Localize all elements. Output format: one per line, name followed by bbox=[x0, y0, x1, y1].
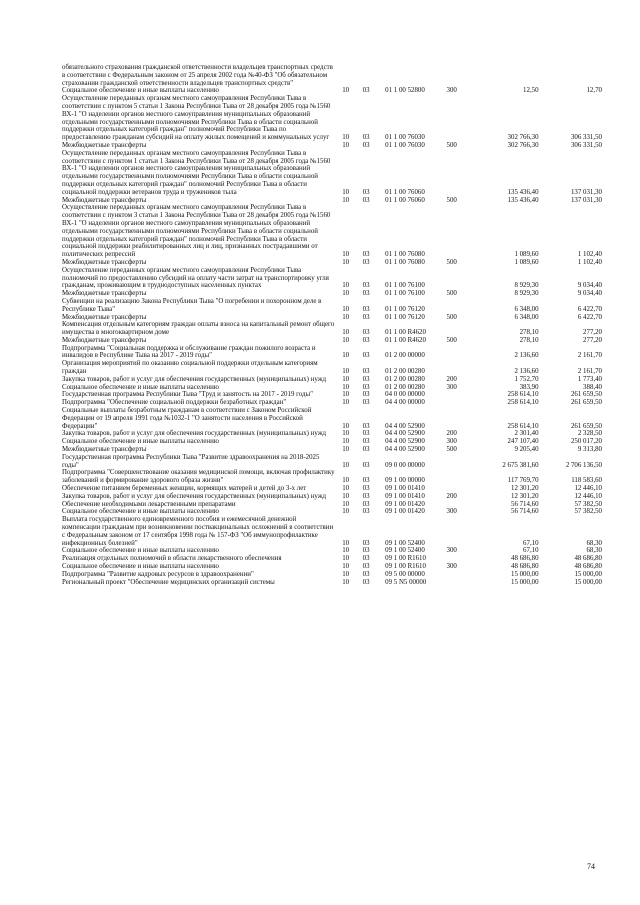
amount-year-2: 306 331,50 bbox=[570, 141, 602, 149]
target-article-code: 01 2 00 00280 bbox=[385, 383, 425, 391]
target-article-code: 04 4 00 52900 bbox=[385, 446, 425, 454]
amount-year-1: 2 301,40 bbox=[514, 430, 539, 438]
amount-year-1: 56 714,60 bbox=[511, 508, 539, 516]
amount-year-1: 135 436,40 bbox=[507, 188, 539, 196]
row-name: Компенсация отдельным категориям граждан оплаты взноса на капитальный ремонт общего имущества в многоквартирном доме bbox=[62, 321, 335, 337]
amount-year-2: 57 382,50 bbox=[574, 500, 602, 508]
expense-type-code bbox=[447, 516, 476, 547]
amount-year-1: 383,90 bbox=[519, 383, 539, 391]
amount-year-2: 261 659,50 bbox=[570, 391, 602, 399]
table-row bbox=[62, 579, 602, 587]
target-article-code: 09 1 00 52400 bbox=[385, 539, 425, 547]
expense-type-code: 200 bbox=[446, 375, 457, 383]
amount-year-1: 302 766,30 bbox=[507, 134, 539, 142]
row-name: Социальное обеспечение и иные выплаты населению bbox=[62, 383, 219, 391]
row-name: Организация мероприятий по оказанию социальной поддержки отдельным категориям граждан bbox=[62, 360, 318, 376]
amount-year-2: 12 446,10 bbox=[574, 492, 602, 500]
target-article-code: 01 1 00 R4620 bbox=[385, 329, 426, 337]
section-code: 10 bbox=[342, 383, 350, 391]
amount-year-1: 56 714,60 bbox=[511, 500, 539, 508]
section-code: 10 bbox=[342, 352, 350, 360]
section-code: 10 bbox=[342, 563, 350, 570]
table-row bbox=[62, 438, 602, 446]
amount-year-1: 8 929,30 bbox=[514, 290, 539, 298]
expense-type-code: 500 bbox=[446, 290, 457, 298]
section-code: 10 bbox=[342, 87, 350, 95]
amount-year-2: 137 031,30 bbox=[570, 196, 602, 204]
amount-year-2: 261 659,50 bbox=[570, 399, 602, 407]
row-name: Выплата государственного единовременного пособия и ежемесячной денежной компенсации гражданам при возникновении поствакцинальных осложнений в соответствии с Федеральным законом от 17 сентября 1998 года № 157-ФЗ "Об иммунопрофилактике инфекционных болезней" bbox=[62, 516, 334, 547]
table-row bbox=[62, 290, 602, 298]
expense-type-code bbox=[447, 321, 476, 337]
table-row bbox=[62, 407, 602, 430]
table-row bbox=[62, 197, 602, 205]
table-row bbox=[62, 321, 602, 337]
subsection-code bbox=[363, 64, 386, 87]
expense-type-code bbox=[447, 399, 476, 407]
section-code bbox=[342, 64, 362, 87]
subsection-code: 03 bbox=[362, 430, 370, 438]
table-row bbox=[62, 399, 602, 407]
target-article-code: 01 1 00 76060 bbox=[385, 188, 425, 196]
amount-year-1: 1 089,60 bbox=[514, 251, 539, 259]
table-row bbox=[62, 563, 602, 571]
amount-year-2: 68,30 bbox=[586, 539, 602, 547]
row-name: Осуществление переданных органам местного самоуправления Республики Тыва в соответствии с пунктом 1 статьи 1 Закона Республики Тыва от 28 декабря 2005 года №1560 ВХ-1 "О наделении органов местного самоуправления муниципальных образований отдельными государственными полномочиями Республики Тыва в области социальной поддержки отдельных категорий граждан" полномочий Республики Тыва в области социальной поддержки ветеранов труда и тружеников тыла bbox=[62, 149, 331, 196]
expense-type-code bbox=[447, 407, 476, 430]
amount-year-1 bbox=[475, 64, 538, 87]
subsection-code: 03 bbox=[362, 196, 370, 204]
subsection-code: 03 bbox=[362, 383, 370, 391]
target-article-code: 04 4 00 00000 bbox=[385, 399, 425, 407]
expense-type-code bbox=[447, 64, 476, 87]
amount-year-2: 2 706 136,50 bbox=[565, 461, 602, 469]
amount-year-1: 302 766,30 bbox=[507, 141, 539, 149]
row-name: Межбюджетные трансферты bbox=[62, 141, 147, 149]
table-row bbox=[62, 337, 602, 345]
target-article-code: 01 1 00 76080 bbox=[385, 251, 425, 259]
target-article-code: 04 4 00 52900 bbox=[385, 422, 425, 430]
expense-type-code: 300 bbox=[446, 508, 457, 516]
amount-year-2: 306 331,50 bbox=[570, 134, 602, 142]
table-row bbox=[62, 555, 602, 563]
table-row bbox=[62, 95, 602, 142]
row-name: Региональный проект "Обеспечение медицинских организаций системы bbox=[62, 578, 275, 586]
section-code: 10 bbox=[342, 391, 350, 399]
section-code: 10 bbox=[342, 430, 350, 438]
row-name: Социальное обеспечение и иные выплаты населению bbox=[62, 508, 219, 516]
section-code: 10 bbox=[342, 290, 350, 298]
amount-year-2: 68,30 bbox=[586, 547, 602, 555]
amount-year-1: 117 769,70 bbox=[507, 477, 539, 485]
section-code: 10 bbox=[342, 461, 350, 469]
target-article-code: 09 1 00 R1610 bbox=[385, 563, 426, 570]
row-name: Закупка товаров, работ и услуг для обеспечения государственных (муниципальных) нужд bbox=[62, 430, 326, 438]
expense-type-code bbox=[447, 360, 476, 376]
subsection-code: 03 bbox=[362, 282, 370, 290]
row-name: Межбюджетные трансферты bbox=[62, 196, 147, 204]
subsection-code: 03 bbox=[362, 422, 370, 430]
table-row bbox=[62, 454, 602, 470]
target-article-code: 09 0 00 00000 bbox=[385, 461, 425, 469]
row-name: Межбюджетные трансферты bbox=[62, 258, 147, 266]
subsection-code: 03 bbox=[362, 578, 370, 586]
amount-year-2: 57 382,50 bbox=[574, 508, 602, 516]
section-code: 10 bbox=[342, 196, 350, 204]
amount-year-1: 2 136,60 bbox=[514, 368, 539, 376]
subsection-code: 03 bbox=[362, 290, 370, 298]
amount-year-1: 15 000,00 bbox=[511, 570, 539, 578]
table-row bbox=[62, 384, 602, 392]
amount-year-1: 12 301,20 bbox=[511, 492, 539, 500]
amount-year-1: 258 614,10 bbox=[507, 422, 539, 430]
subsection-code: 03 bbox=[362, 251, 370, 259]
amount-year-2: 6 422,70 bbox=[577, 305, 602, 313]
section-code: 10 bbox=[342, 305, 350, 313]
expense-type-code: 500 bbox=[446, 141, 457, 149]
expense-type-code: 300 bbox=[446, 547, 457, 555]
table-row bbox=[62, 298, 602, 314]
section-code: 10 bbox=[342, 500, 350, 508]
table-row bbox=[62, 516, 602, 547]
row-name: Обеспечение необходимыми лекарственными препаратами bbox=[62, 500, 236, 508]
row-name: Осуществление переданных органам местного самоуправления Республики Тыва в соответствии с пунктом 5 статьи 1 Закона Республики Тыва от 28 декабря 2005 года №1560 ВХ-1 "О наделении органов местного самоуправления муниципальных образований отдельными государственными полномочиями Республики Тыва в области социальной поддержки отдельных категорий граждан" полномочий Республики Тыва по предоставлению гражданам субсидий на оплату жилых помещений и коммунальных услуг bbox=[62, 95, 331, 142]
row-name: Закупка товаров, работ и услуг для обеспечения государственных (муниципальных) нужд bbox=[62, 492, 326, 500]
amount-year-2: 1 773,40 bbox=[577, 375, 602, 383]
target-article-code: 04 4 00 52900 bbox=[385, 438, 425, 446]
section-code: 10 bbox=[342, 422, 350, 430]
amount-year-2: 2 328,50 bbox=[577, 430, 602, 438]
row-name: Субвенции на реализацию Закона Республики Тыва "О погребении и похоронном деле в Республике Тыва" bbox=[62, 297, 322, 313]
amount-year-2: 48 686,80 bbox=[574, 563, 602, 570]
target-article-code: 01 1 00 52800 bbox=[385, 87, 425, 95]
section-code: 10 bbox=[342, 141, 350, 149]
expense-type-code bbox=[447, 469, 476, 485]
subsection-code: 03 bbox=[362, 492, 370, 500]
target-article-code: 01 1 00 76030 bbox=[385, 141, 425, 149]
expense-type-code: 500 bbox=[446, 258, 457, 266]
target-article-code: 01 2 00 00280 bbox=[385, 375, 425, 383]
amount-year-2: 48 686,80 bbox=[574, 555, 602, 563]
section-code: 10 bbox=[342, 313, 350, 321]
row-name: Социальное обеспечение и иные выплаты населению bbox=[62, 87, 219, 95]
target-article-code: 01 1 00 76030 bbox=[385, 134, 425, 142]
amount-year-1: 67,10 bbox=[523, 547, 539, 555]
amount-year-1: 6 348,00 bbox=[514, 313, 539, 321]
target-article-code: 09 1 00 01410 bbox=[385, 485, 425, 493]
table-row bbox=[62, 446, 602, 454]
table-row bbox=[62, 376, 602, 384]
table-row bbox=[62, 501, 602, 509]
table-row bbox=[62, 87, 602, 95]
target-article-code: 01 2 00 00280 bbox=[385, 368, 425, 376]
expense-type-code: 200 bbox=[446, 492, 457, 500]
expense-type-code bbox=[447, 345, 476, 361]
expense-type-code bbox=[447, 298, 476, 314]
target-article-code: 01 2 00 00000 bbox=[385, 352, 425, 360]
subsection-code: 03 bbox=[362, 336, 370, 344]
target-article-code: 01 1 00 76120 bbox=[385, 313, 425, 321]
expense-type-code: 500 bbox=[446, 446, 457, 454]
section-code: 10 bbox=[342, 368, 350, 376]
amount-year-2: 12,70 bbox=[586, 87, 602, 95]
section-code: 10 bbox=[342, 282, 350, 290]
amount-year-1: 278,10 bbox=[519, 336, 539, 344]
subsection-code: 03 bbox=[362, 555, 370, 563]
subsection-code: 03 bbox=[362, 141, 370, 149]
target-article-code: 01 1 00 76100 bbox=[385, 282, 425, 290]
expense-type-code bbox=[447, 391, 476, 399]
subsection-code: 03 bbox=[362, 547, 370, 555]
amount-year-1: 9 205,40 bbox=[514, 446, 539, 454]
section-code: 10 bbox=[342, 251, 350, 259]
amount-year-2 bbox=[539, 64, 602, 87]
subsection-code: 03 bbox=[362, 391, 370, 399]
amount-year-2: 2 161,70 bbox=[577, 368, 602, 376]
expense-type-code bbox=[447, 204, 476, 259]
amount-year-1: 12,50 bbox=[523, 87, 539, 95]
subsection-code: 03 bbox=[362, 375, 370, 383]
table-row bbox=[62, 360, 602, 376]
row-name: Подпрограмма "Развитие кадровых ресурсов в здравоохранении" bbox=[62, 570, 254, 578]
subsection-code: 03 bbox=[362, 399, 370, 407]
expense-type-code bbox=[447, 571, 476, 579]
budget-table bbox=[62, 64, 602, 586]
amount-year-1: 258 614,10 bbox=[507, 399, 539, 407]
row-name: Социальные выплаты безработным гражданам в соответствии с Законом Российской Федерации от 19 апреля 1991 года №1032-1 "О занятости населения в Российской Федерации" bbox=[62, 407, 312, 430]
subsection-code: 03 bbox=[362, 500, 370, 508]
row-name: Межбюджетные трансферты bbox=[62, 336, 147, 344]
target-article-code: 04 4 00 52900 bbox=[385, 430, 425, 438]
amount-year-1: 15 000,00 bbox=[511, 578, 539, 586]
amount-year-1: 12 301,20 bbox=[511, 485, 539, 493]
expense-type-code: 500 bbox=[446, 336, 457, 344]
target-article-code: 09 1 00 01420 bbox=[385, 508, 425, 516]
section-code: 10 bbox=[342, 547, 350, 555]
expense-type-code: 300 bbox=[446, 438, 457, 446]
amount-year-2: 261 659,50 bbox=[570, 422, 602, 430]
subsection-code: 03 bbox=[362, 329, 370, 337]
row-name: Реализация отдельных полномочий в области лекарственного обеспечения bbox=[62, 555, 282, 563]
subsection-code: 03 bbox=[362, 87, 370, 95]
target-article-code: 09 1 00 01410 bbox=[385, 492, 425, 500]
target-article-code: 09 1 00 52400 bbox=[385, 547, 425, 555]
subsection-code: 03 bbox=[362, 570, 370, 578]
table-row bbox=[62, 469, 602, 485]
target-article-code: 01 1 00 R4620 bbox=[385, 336, 426, 344]
expense-type-code: 300 bbox=[446, 87, 457, 95]
expense-type-code: 200 bbox=[446, 430, 457, 438]
row-name: Межбюджетные трансферты bbox=[62, 313, 147, 321]
row-name: Закупка товаров, работ и услуг для обеспечения государственных (муниципальных) нужд bbox=[62, 375, 326, 383]
target-article-code: 01 1 00 76080 bbox=[385, 258, 425, 266]
amount-year-2: 9 313,80 bbox=[577, 446, 602, 454]
row-name: Социальное обеспечение и иные выплаты населению bbox=[62, 563, 219, 570]
expense-type-code bbox=[447, 579, 476, 587]
expense-type-code: 300 bbox=[446, 383, 457, 391]
row-name: обязательного страхования гражданской ответственности владельцев транспортных средств в соответствии с Федеральным законом от 25 апреля 2002 года №40-ФЗ "Об обязательном страховании гражданской ответственности владельцев транспортных средств" bbox=[62, 64, 333, 87]
expense-type-code bbox=[447, 454, 476, 470]
amount-year-2: 388,40 bbox=[583, 383, 602, 391]
amount-year-1: 8 929,30 bbox=[514, 282, 539, 290]
row-name: Подпрограмма "Социальная поддержка и обслуживание граждан пожилого возраста и инвалидов в Республике Тыва на 2017 - 2019 годы" bbox=[62, 344, 316, 360]
row-name: Обеспечение питанием беременных женщин, кормящих матерей и детей до 3-х лет bbox=[62, 485, 307, 493]
row-name: Осуществление переданных органам местного самоуправления Республики Тыва в соответствии с пунктом 3 статьи 1 Закона Республики Тыва от 28 декабря 2005 года №1560 ВХ-1 "О наделении органов местного самоуправления муниципальных образований отдельными государственными полномочиями Республики Тыва в области социальной поддержки отдельных категорий граждан" полномочий Республики Тыва в области социальной поддержки реабилитированных лиц и лиц, признанных пострадавшими от политических репрессий bbox=[62, 204, 331, 259]
table-row bbox=[62, 430, 602, 438]
expense-type-code bbox=[447, 501, 476, 509]
target-article-code: 09 5 00 00000 bbox=[385, 570, 425, 578]
section-code: 10 bbox=[342, 508, 350, 516]
subsection-code: 03 bbox=[362, 508, 370, 516]
subsection-code: 03 bbox=[362, 134, 370, 142]
table-row bbox=[62, 142, 602, 150]
section-code: 10 bbox=[342, 555, 350, 563]
amount-year-1: 67,10 bbox=[523, 539, 539, 547]
row-name: Государственная программа Республики Тыва "Развитие здравоохранения на 2018-2025 годы" bbox=[62, 453, 320, 469]
table-row bbox=[62, 64, 602, 87]
section-code: 10 bbox=[342, 446, 350, 454]
section-code: 10 bbox=[342, 578, 350, 586]
table-row bbox=[62, 391, 602, 399]
expense-type-code: 500 bbox=[446, 196, 457, 204]
amount-year-1: 258 614,10 bbox=[507, 391, 539, 399]
amount-year-2: 9 034,40 bbox=[577, 282, 602, 290]
amount-year-2: 2 161,70 bbox=[577, 352, 602, 360]
target-article-code: 04 0 00 00000 bbox=[385, 391, 425, 399]
table-row bbox=[62, 485, 602, 493]
row-name: Межбюджетные трансферты bbox=[62, 290, 147, 298]
amount-year-2: 1 102,40 bbox=[577, 251, 602, 259]
target-article-code: 09 1 00 00000 bbox=[385, 477, 425, 485]
expense-type-code bbox=[447, 485, 476, 493]
table-row bbox=[62, 345, 602, 361]
target-article-code bbox=[385, 64, 446, 87]
table-row bbox=[62, 314, 602, 322]
table-row bbox=[62, 150, 602, 197]
amount-year-1: 278,10 bbox=[519, 329, 539, 337]
target-article-code: 09 1 00 R1610 bbox=[385, 555, 426, 563]
amount-year-2: 1 102,40 bbox=[577, 258, 602, 266]
expense-type-code bbox=[447, 95, 476, 142]
target-article-code: 01 1 00 76060 bbox=[385, 196, 425, 204]
target-article-code: 09 1 00 01420 bbox=[385, 500, 425, 508]
section-code: 10 bbox=[342, 438, 350, 446]
subsection-code: 03 bbox=[362, 438, 370, 446]
amount-year-2: 15 000,00 bbox=[574, 570, 602, 578]
subsection-code: 03 bbox=[362, 258, 370, 266]
expense-type-code: 300 bbox=[446, 563, 457, 570]
subsection-code: 03 bbox=[362, 313, 370, 321]
row-name: Подпрограмма "Обеспечение социальной поддержки безработных граждан" bbox=[62, 399, 287, 407]
amount-year-1: 1 752,70 bbox=[514, 375, 539, 383]
subsection-code: 03 bbox=[362, 461, 370, 469]
table-row bbox=[62, 259, 602, 267]
section-code: 10 bbox=[342, 258, 350, 266]
amount-year-1: 48 686,80 bbox=[511, 563, 539, 570]
amount-year-1: 1 089,60 bbox=[514, 258, 539, 266]
subsection-code: 03 bbox=[362, 477, 370, 485]
subsection-code: 03 bbox=[362, 352, 370, 360]
subsection-code: 03 bbox=[362, 539, 370, 547]
subsection-code: 03 bbox=[362, 485, 370, 493]
amount-year-2: 277,20 bbox=[583, 336, 602, 344]
section-code: 10 bbox=[342, 188, 350, 196]
row-name: Социальное обеспечение и иные выплаты населению bbox=[62, 547, 219, 555]
subsection-code: 03 bbox=[362, 563, 370, 570]
amount-year-1: 6 348,00 bbox=[514, 305, 539, 313]
section-code: 10 bbox=[342, 375, 350, 383]
amount-year-1: 48 686,80 bbox=[511, 555, 539, 563]
table-row bbox=[62, 571, 602, 579]
table-row bbox=[62, 493, 602, 501]
section-code: 10 bbox=[342, 399, 350, 407]
amount-year-2: 15 000,00 bbox=[574, 578, 602, 586]
table-row bbox=[62, 508, 602, 516]
section-code: 10 bbox=[342, 329, 350, 337]
subsection-code: 03 bbox=[362, 305, 370, 313]
expense-type-code bbox=[447, 150, 476, 197]
section-code: 10 bbox=[342, 336, 350, 344]
table-row bbox=[62, 547, 602, 555]
subsection-code: 03 bbox=[362, 188, 370, 196]
target-article-code: 01 1 00 76120 bbox=[385, 305, 425, 313]
row-name: Межбюджетные трансферты bbox=[62, 446, 147, 454]
amount-year-2: 137 031,30 bbox=[570, 188, 602, 196]
section-code: 10 bbox=[342, 539, 350, 547]
target-article-code: 09 5 N5 00000 bbox=[385, 578, 427, 586]
subsection-code: 03 bbox=[362, 446, 370, 454]
amount-year-2: 12 446,10 bbox=[574, 485, 602, 493]
section-code: 10 bbox=[342, 485, 350, 493]
expense-type-code: 500 bbox=[446, 313, 457, 321]
row-name: Осуществление переданных органам местного самоуправления Республики Тыва полномочий по предоставлению субсидий на оплату части затрат на транспортировку угля гражданам, проживающим в труднодоступных населенных пунктах bbox=[62, 266, 329, 290]
amount-year-1: 2 136,60 bbox=[514, 352, 539, 360]
expense-type-code bbox=[447, 267, 476, 290]
table-row bbox=[62, 267, 602, 290]
amount-year-2: 9 034,40 bbox=[577, 290, 602, 298]
amount-year-2: 250 017,20 bbox=[570, 438, 602, 446]
amount-year-1: 135 436,40 bbox=[507, 196, 539, 204]
subsection-code: 03 bbox=[362, 368, 370, 376]
amount-year-2: 6 422,70 bbox=[577, 313, 602, 321]
section-code: 10 bbox=[342, 477, 350, 485]
expense-type-code bbox=[447, 555, 476, 563]
amount-year-2: 118 583,60 bbox=[571, 477, 602, 485]
section-code: 10 bbox=[342, 492, 350, 500]
target-article-code: 01 1 00 76100 bbox=[385, 290, 425, 298]
section-code: 10 bbox=[342, 570, 350, 578]
table-row bbox=[62, 204, 602, 259]
row-name: Социальное обеспечение и иные выплаты населению bbox=[62, 438, 219, 446]
amount-year-2: 277,20 bbox=[583, 329, 602, 337]
amount-year-1: 247 107,40 bbox=[507, 438, 539, 446]
row-name: Государственная программа Республики Тыва "Труд и занятость на 2017 - 2019 годы" bbox=[62, 391, 313, 399]
page-number: 74 bbox=[587, 862, 595, 871]
amount-year-1: 2 675 381,60 bbox=[502, 461, 539, 469]
row-name: Подпрограмма "Совершенствование оказания медицинской помощи, включая профилактику заболеваний и формирование здорового образа жизни" bbox=[62, 469, 335, 485]
section-code: 10 bbox=[342, 134, 350, 142]
